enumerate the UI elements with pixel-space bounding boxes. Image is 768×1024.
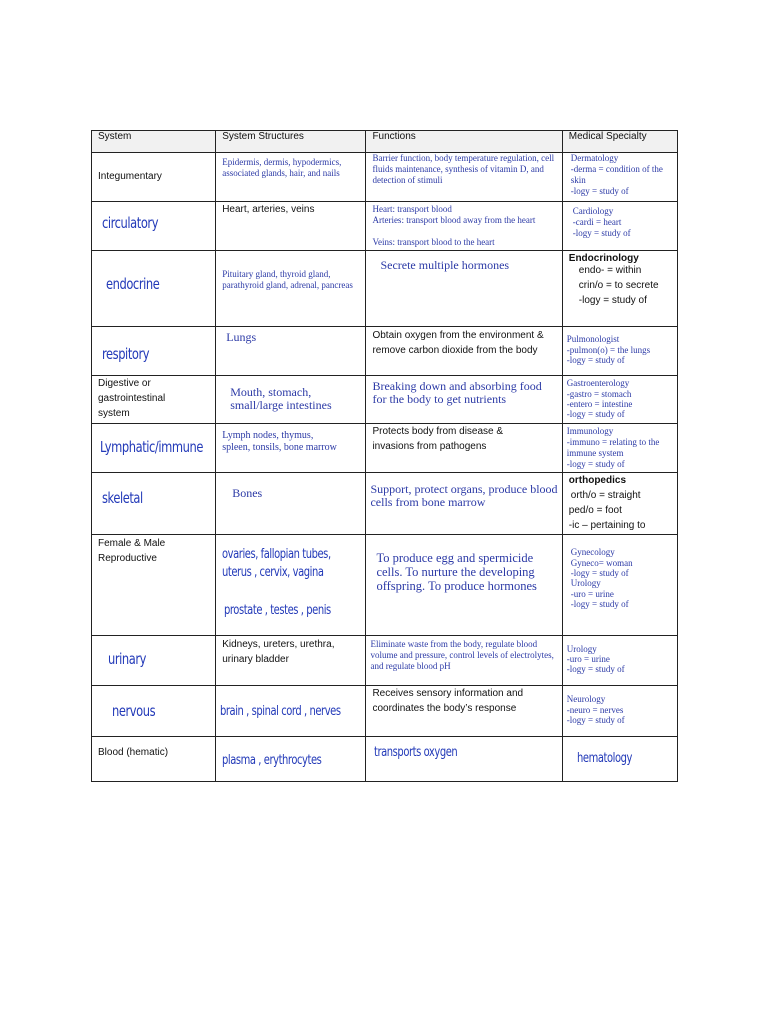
structures-text: Mouth, stomach, small/large intestines <box>230 385 332 412</box>
structures-text: Kidneys, ureters, urethra, urinary bladder <box>222 639 335 665</box>
structures-text: plasma , erythrocytes <box>222 753 322 768</box>
specialty-term: -derma = condition of the skin <box>570 164 663 185</box>
specialty-term: -pulmon(o) = the lungs <box>566 345 651 355</box>
specialty-term: crin/o = to secrete <box>578 280 659 291</box>
specialty-title: Immunology <box>566 426 614 436</box>
specialty-term: -logy = study of <box>570 186 629 196</box>
table-row <box>92 251 678 327</box>
body-systems-table <box>91 130 678 782</box>
structures-text: Pituitary gland, thyroid gland, parathyroid gland, adrenal, pancreas <box>222 269 353 290</box>
specialty-title: Cardiology <box>572 206 614 216</box>
specialty-term: -gastro = stomach <box>566 389 632 399</box>
specialty-term: -cardi = heart <box>572 217 622 227</box>
system-name: Lymphatic/immune <box>100 438 203 456</box>
specialty-term: endo- = within <box>578 265 642 276</box>
functions-text: Obtain oxygen from the environment & remove carbon dioxide from the body <box>372 330 544 356</box>
system-name: endocrine <box>106 275 160 293</box>
header-functions: Functions <box>366 131 562 153</box>
specialty-term: -neuro = nerves <box>566 705 624 715</box>
specialty-term: -logy = study of <box>570 599 629 609</box>
specialty-term: ped/o = foot <box>568 505 622 516</box>
specialty-title: Urology <box>570 578 601 588</box>
table-row <box>92 424 678 473</box>
table-row <box>92 686 678 737</box>
system-name: Blood (hematic) <box>98 747 169 758</box>
system-name: respitory <box>102 345 150 363</box>
specialty-term: -logy = study of <box>572 228 631 238</box>
functions-text: To produce egg and spermicide cells. To nurture the developing offspring. To produce hormones <box>376 551 537 593</box>
specialty-title: Pulmonologist <box>566 334 620 344</box>
specialty-term: orth/o = straight <box>570 490 641 501</box>
structures-text: brain , spinal cord , nerves <box>220 704 341 719</box>
specialty-term: -entero = intestine <box>566 399 633 409</box>
header-specialty: Medical Specialty <box>562 131 677 153</box>
table-row <box>92 737 678 782</box>
specialty-title: Neurology <box>566 694 606 704</box>
table-row <box>92 535 678 636</box>
structures-text: Bones <box>232 486 263 500</box>
specialty-term: -uro = urine <box>566 654 610 664</box>
specialty-term: -logy = study of <box>578 295 647 306</box>
structures-line: ovaries, fallopian tubes, <box>222 547 331 562</box>
specialty-title: Urology <box>566 644 597 654</box>
header-structures: System Structures <box>216 131 366 153</box>
functions-text: Receives sensory information and coordinates the body’s response <box>372 688 524 714</box>
table-row <box>92 202 678 251</box>
header-row <box>92 131 678 153</box>
structures-text: Lungs <box>226 330 257 344</box>
specialty-title: Gastroenterology <box>566 378 630 388</box>
specialty-term: -logy = study of <box>566 409 625 419</box>
table-row <box>92 636 678 686</box>
specialty-term: -uro = urine <box>570 589 614 599</box>
functions-text: Secrete multiple hormones <box>380 258 510 272</box>
specialty-term: -immuno = relating to the immune system <box>566 437 660 458</box>
specialty-title: Dermatology <box>570 153 619 163</box>
specialty-term: -logy = study of <box>570 568 629 578</box>
system-name: Digestive or gastrointestinal system <box>98 378 166 419</box>
functions-text: Protects body from disease & invasions from pathogens <box>372 426 504 452</box>
functions-line: Heart: transport blood <box>372 204 452 214</box>
system-name: circulatory <box>102 214 159 232</box>
specialty-term: -logy = study of <box>566 355 625 365</box>
structures-line: uterus , cervix, vagina <box>222 565 324 580</box>
specialty-term: -logy = study of <box>566 715 625 725</box>
functions-text: Breaking down and absorbing food for the body to get nutrients <box>372 379 542 406</box>
table-row <box>92 473 678 535</box>
system-name: nervous <box>112 702 156 720</box>
header-system: System <box>92 131 216 153</box>
structures-text: Lymph nodes, thymus, spleen, tonsils, bone marrow <box>222 430 337 453</box>
structures-line: prostate , testes , penis <box>224 603 331 618</box>
specialty-title: Gynecology <box>570 547 615 557</box>
functions-text: Support, protect organs, produce blood cells from bone marrow <box>370 482 558 509</box>
functions-line: Arteries: transport blood away from the heart <box>372 215 536 225</box>
system-name: Integumentary <box>98 171 162 182</box>
table-row <box>92 153 678 202</box>
system-name: Female & Male Reproductive <box>98 538 166 564</box>
specialty-term: -ic – pertaining to <box>568 520 646 531</box>
table-row <box>92 376 678 424</box>
system-name: skeletal <box>102 489 143 507</box>
specialty-term: Gyneco= woman <box>570 558 633 568</box>
structures-text: Epidermis, dermis, hypodermics, associated glands, hair, and nails <box>222 157 342 178</box>
table-row <box>92 327 678 376</box>
functions-text: Barrier function, body temperature regulation, cell fluids maintenance, synthesis of vitamin D, and detection of stimuli <box>372 153 555 185</box>
specialty-term: -logy = study of <box>566 459 625 469</box>
specialty-term: -logy = study of <box>566 664 625 674</box>
specialty-title: hematology <box>576 751 632 766</box>
functions-text: Eliminate waste from the body, regulate blood volume and pressure, control levels of electrolytes, and regulate blood pH <box>370 639 554 671</box>
specialty-title: orthopedics <box>568 475 627 486</box>
specialty-title: Endocrinology <box>568 253 639 264</box>
functions-text: transports oxygen <box>374 745 458 760</box>
functions-line: Veins: transport blood to the heart <box>372 237 495 247</box>
structures-text: Heart, arteries, veins <box>222 204 315 215</box>
system-name: urinary <box>108 650 146 668</box>
